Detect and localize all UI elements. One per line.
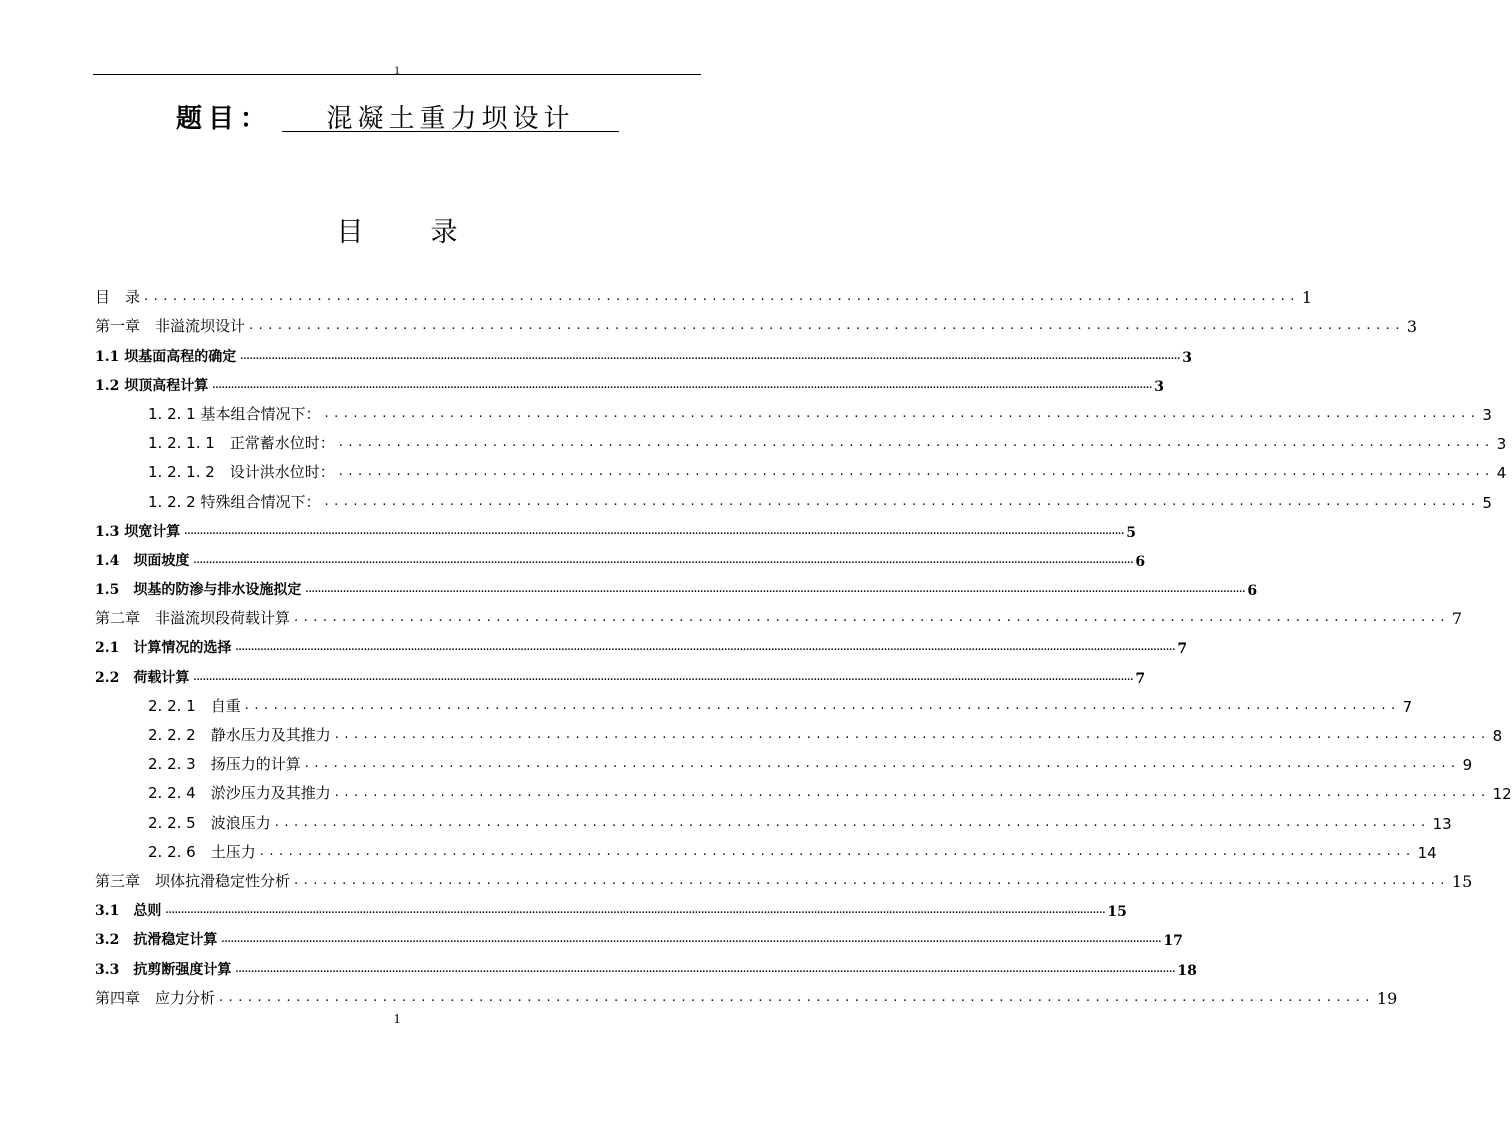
toc-entry-page: 8 xyxy=(1492,727,1503,745)
toc-entry-title: 第三章 坝体抗滑稳定性分析 xyxy=(95,871,291,890)
toc-dot-leader: ............................................................................................................................................................................................................................................................................................................ xyxy=(193,672,1134,683)
toc-dot-leader: ........................................................................................................................ xyxy=(334,727,1491,742)
toc-entry[interactable] xyxy=(95,979,1398,1008)
toc-entry-page: 6 xyxy=(1135,553,1146,570)
toc-entry-page: 7 xyxy=(1451,609,1463,629)
toc-entry[interactable] xyxy=(95,453,1507,483)
toc-dot-leader: ............................................................................................................................................................................................................................................................................................................ xyxy=(193,555,1134,566)
toc-entry-page: 3 xyxy=(1154,378,1164,395)
toc-entry-title: 1.2 坝顶高程计算 xyxy=(95,377,209,394)
toc-entry[interactable] xyxy=(95,570,1258,600)
toc-dot-leader: ............................................................................................................................................................................................................................................................................................................ xyxy=(240,351,1181,362)
toc-entry[interactable] xyxy=(95,949,1197,979)
toc-entry-title: 3.3 抗剪断强度计算 xyxy=(95,961,232,978)
toc-entry-title: 1. 2. 1. 2 设计洪水位时： xyxy=(148,463,335,482)
toc-dot-leader: ........................................................................................................................ xyxy=(259,843,1416,859)
toc-entry[interactable] xyxy=(95,803,1452,833)
toc-entry[interactable] xyxy=(95,657,1146,687)
toc-entry-page: 6 xyxy=(1247,583,1258,600)
toc-dot-leader: ............................................................................................................................................................................................................................................................................................................ xyxy=(305,585,1246,596)
toc-entry-title: 2.1 计算情况的选择 xyxy=(95,640,232,657)
toc-entry[interactable] xyxy=(95,307,1418,337)
toc-dot-leader: ............................................................................................................................................................................................................................................................................................................ xyxy=(235,643,1176,654)
toc-dot-leader: ........................................................................................................................ xyxy=(324,493,1481,509)
toc-dot-leader: ............................................................................................................................................................................................................................................................................................................ xyxy=(221,935,1162,946)
toc-entry[interactable] xyxy=(95,628,1188,658)
toc-entry-page: 7 xyxy=(1402,697,1413,716)
toc-dot-leader: ........................................................................................................................ xyxy=(219,989,1375,1005)
toc-entry-title: 2. 2. 2 静水压力及其推力 xyxy=(148,726,331,744)
toc-entry-title: 3.1 总则 xyxy=(95,903,162,920)
toc-entry-title: 1.3 坝宽计算 xyxy=(95,523,181,540)
toc-entry[interactable] xyxy=(95,482,1492,512)
toc-entry[interactable] xyxy=(95,716,1503,745)
toc-dot-leader: ............................................................................................................................................................................................................................................................................................................ xyxy=(184,526,1125,537)
toc-entry[interactable] xyxy=(95,891,1127,921)
toc-entry-page: 7 xyxy=(1177,641,1188,658)
toc-entry[interactable] xyxy=(95,920,1183,950)
toc-entry-title: 1. 2. 1. 1 正常蓄水位时： xyxy=(148,434,335,453)
toc-dot-leader: ........................................................................................................................ xyxy=(334,785,1491,801)
toc-entry[interactable] xyxy=(95,833,1437,862)
toc-entry-title: 2. 2. 5 波浪压力 xyxy=(148,813,271,832)
title-row xyxy=(0,98,794,138)
toc-entry-title: 1.5 坝基的防渗与排水设施拟定 xyxy=(95,582,302,599)
toc-dot-leader: ........................................................................................................................ xyxy=(338,435,1495,451)
toc-entry-page: 3 xyxy=(1496,435,1507,454)
toc-entry-page: 3 xyxy=(1482,405,1492,424)
toc-entry-page: 12 xyxy=(1492,785,1512,804)
toc-entry-page: 5 xyxy=(1482,493,1492,512)
toc-entry-page: 5 xyxy=(1126,524,1136,541)
toc-entry[interactable] xyxy=(95,862,1473,891)
toc-dot-leader: ............................................................................................................................................................................................................................................................................................................ xyxy=(212,380,1153,391)
header-page-number: 1 xyxy=(394,63,400,77)
toc-entry-page: 17 xyxy=(1163,933,1183,950)
toc-heading: 目 录 xyxy=(336,217,478,248)
toc-entry-title: 2. 2. 3 扬压力的计算 xyxy=(148,755,301,774)
toc-entry[interactable] xyxy=(95,745,1473,775)
toc-dot-leader: ........................................................................................................................ xyxy=(249,318,1405,334)
toc-dot-leader: ........................................................................................................................ xyxy=(244,697,1401,713)
toc-entry-title: 目 录 xyxy=(95,288,141,307)
header-rule xyxy=(93,74,701,75)
toc-entry-page: 15 xyxy=(1451,871,1473,891)
toc-entry-title: 1. 2. 2 特殊组合情况下： xyxy=(148,492,321,511)
toc-entry-title: 2. 2. 4 淤沙压力及其推力 xyxy=(148,784,331,803)
title-label: 题目： xyxy=(176,104,273,134)
toc-entry-title: 2. 2. 6 土压力 xyxy=(148,842,256,861)
toc-entry-title: 第四章 应力分析 xyxy=(95,988,216,1007)
toc-entry-title: 1.1 坝基面高程的确定 xyxy=(95,348,237,365)
toc-entry[interactable] xyxy=(95,512,1136,541)
toc-entry[interactable] xyxy=(95,687,1413,716)
toc-entry-title: 第一章 非溢流坝设计 xyxy=(95,317,246,336)
toc-entry-page: 7 xyxy=(1135,670,1146,687)
toc-dot-leader: ........................................................................................................................ xyxy=(304,756,1461,772)
footer-page-number: 1 xyxy=(393,1012,401,1027)
toc-entry-page: 1 xyxy=(1301,288,1313,308)
toc-entry-page: 19 xyxy=(1376,988,1398,1008)
toc-entry-title: 2. 2. 1 自重 xyxy=(148,696,241,715)
toc-dot-leader: ........................................................................................................................ xyxy=(294,610,1450,626)
toc-entry[interactable] xyxy=(95,424,1507,454)
toc-entry-title: 3.2 抗滑稳定计算 xyxy=(95,932,218,949)
toc-entry[interactable] xyxy=(95,541,1146,570)
toc-entry[interactable] xyxy=(95,278,1313,308)
toc-entry-page: 3 xyxy=(1406,317,1418,337)
toc-entry[interactable] xyxy=(95,336,1192,366)
table-of-contents xyxy=(95,278,1512,1008)
toc-entry-title: 第二章 非溢流坝段荷载计算 xyxy=(95,609,291,628)
toc-entry-page: 13 xyxy=(1432,814,1452,833)
toc-entry-page: 14 xyxy=(1417,843,1437,862)
toc-entry-page: 4 xyxy=(1496,464,1507,483)
toc-entry[interactable] xyxy=(95,774,1512,804)
toc-entry-page: 15 xyxy=(1107,904,1127,921)
toc-entry-title: 1. 2. 1 基本组合情况下： xyxy=(148,404,321,423)
title-value: 混凝土重力坝设计 xyxy=(282,98,619,132)
toc-entry[interactable] xyxy=(95,366,1164,395)
toc-dot-leader: ............................................................................................................................................................................................................................................................................................................ xyxy=(165,906,1106,917)
toc-dot-leader: ........................................................................................................................ xyxy=(144,289,1300,305)
toc-entry-page: 18 xyxy=(1177,962,1197,979)
toc-dot-leader: ........................................................................................................................ xyxy=(338,464,1495,480)
toc-dot-leader: ............................................................................................................................................................................................................................................................................................................ xyxy=(235,964,1176,975)
toc-entry-title: 2.2 荷载计算 xyxy=(95,669,190,686)
toc-entry[interactable] xyxy=(95,599,1463,629)
toc-entry-page: 3 xyxy=(1182,349,1192,366)
toc-dot-leader: ........................................................................................................................ xyxy=(294,872,1450,888)
toc-dot-leader: ........................................................................................................................ xyxy=(274,814,1431,830)
toc-entry-page: 9 xyxy=(1462,756,1473,775)
toc-dot-leader: ........................................................................................................................ xyxy=(324,405,1481,421)
toc-entry[interactable] xyxy=(95,395,1492,424)
toc-entry-title: 1.4 坝面坡度 xyxy=(95,552,190,569)
